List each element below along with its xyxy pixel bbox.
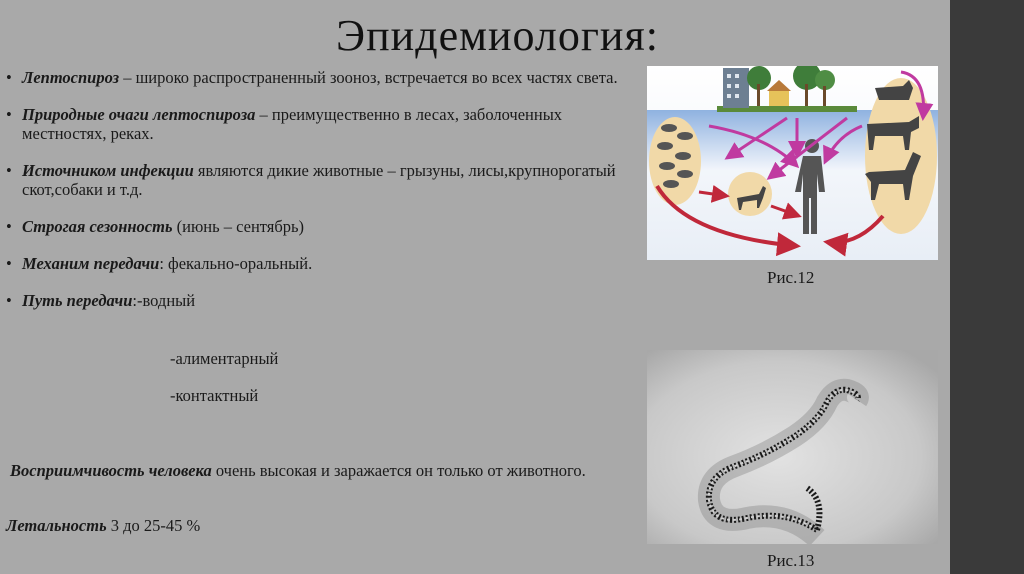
bullet-text: (июнь – сентябрь) <box>172 217 305 236</box>
bullet-item <box>6 161 638 199</box>
route-contact: -контактный <box>170 386 259 405</box>
bullet-text: :-водный <box>132 291 196 310</box>
bullet-term: Лептоспироз <box>22 68 120 87</box>
bullet-marker: • <box>6 68 12 87</box>
transmission-diagram-illustration <box>647 66 938 260</box>
bullet-text: : фекально-оральный. <box>159 254 313 273</box>
bullet-item <box>6 254 638 273</box>
susceptibility-text <box>10 461 650 481</box>
lethality-text <box>6 516 646 536</box>
bullet-term: Путь передачи <box>22 291 133 310</box>
side-band <box>950 0 1024 574</box>
bullet-marker: • <box>6 161 12 180</box>
transmission-diagram <box>647 66 938 260</box>
bullet-marker: • <box>6 291 12 310</box>
leptospira-micrograph-illustration <box>647 350 938 544</box>
bullet-text: – широко распространенный зооноз, встречается во всех частях света. <box>119 68 618 87</box>
bullet-item <box>6 291 638 310</box>
bullet-marker: • <box>6 254 12 273</box>
bullet-term: Строгая сезонность <box>22 217 173 236</box>
bullet-term: Источником инфекции <box>22 161 194 180</box>
bullet-item <box>6 105 638 143</box>
bullet-term: Природные очаги лептоспироза <box>22 105 256 124</box>
bullet-list <box>6 68 638 328</box>
leptospira-micrograph <box>647 350 938 544</box>
bullet-marker: • <box>6 217 12 236</box>
figure-12-caption: Рис.12 <box>767 268 815 287</box>
lethality-desc: 3 до 25-45 % <box>106 516 201 535</box>
route-alimentary: -алиментарный <box>170 349 279 368</box>
lethality-term: Летальность <box>6 516 107 535</box>
bullet-marker: • <box>6 105 12 124</box>
bullet-text: – преимущественно в лесах, заболоченных местностях, реках. <box>22 105 563 143</box>
susceptibility-desc: очень высокая и заражается он только от животного. <box>211 461 586 480</box>
bullet-text: являются дикие животные – грызуны, лисы,крупнорогатый скот,собаки и т.д. <box>22 161 616 199</box>
slide-title: Эпидемиология: <box>336 11 659 60</box>
bullet-item <box>6 68 638 87</box>
susceptibility-term: Восприимчивость человека <box>10 461 212 480</box>
bullet-item <box>6 217 638 236</box>
bullet-term: Механим передачи <box>22 254 160 273</box>
figure-13-caption: Рис.13 <box>767 551 815 570</box>
